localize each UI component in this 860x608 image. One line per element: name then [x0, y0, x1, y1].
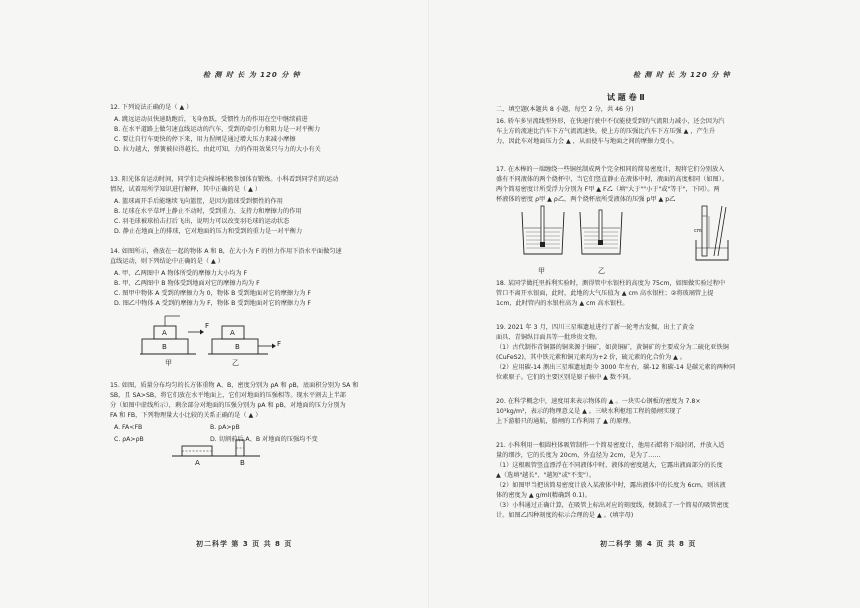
- q12-option-a: A. 跳远运动员快速助跑后，飞身鱼跃，受惯性力的作用在空中继续前进: [114, 116, 308, 123]
- label-a: A: [195, 459, 200, 467]
- q19-line-3: （1）古代制作青铜器的铜来源于铜矿，如黄铜矿，黄铜矿的主要成分为二硫化亚铁铜: [496, 344, 729, 351]
- q12-option-c: C. 要让自行车更快的停下来，用力捏闸是通过增大压力来减小摩擦: [114, 136, 296, 143]
- q13-option-d: D. 静止在地面上的排球，它对地面的压力和受到的重力是一对平衡力: [114, 228, 303, 235]
- label-yi: 乙: [232, 359, 239, 367]
- q14-option-c: C. 图甲中物体 A 受到的摩擦力为 0，物体 B 受到地面对它的摩擦力为 F: [114, 290, 311, 297]
- page-footer: 初二科学 第 4 页 共 8 页: [600, 540, 697, 548]
- q21-line-7: （3）小科通过正确计算，在吸管上标出对应的刻度线，便制成了一个简易的吸管密度: [496, 502, 729, 509]
- q19-line-4: (CuFeS2)，其中铁元素和铜元素均为+2 价，硫元素的化合价为 ▲ 。: [496, 354, 687, 361]
- q17-line-4: 杯液体的密度 ρ甲 ▲ ρ乙，两个烧杯底所受液体的压强 p甲 ▲ p乙: [496, 196, 676, 203]
- q14-figure: [140, 312, 290, 370]
- densimeter-yi: [599, 210, 602, 244]
- q18-line-3: 1cm，此时管内的水银柱高为 ▲ cm 高水银柱。: [496, 300, 629, 307]
- q15-option-c: C. ρA>ρB: [114, 436, 144, 443]
- q15-stem-4: FA 和 FB，下列物理量大小比较的关系正确的是（ ▲ ）: [110, 412, 262, 419]
- label-jia: 甲: [165, 359, 172, 367]
- q15-stem-3: 分（如图中虚线所示），剩余部分对地面的压强分别为 pA 和 pB，对地面的压力分别为: [110, 402, 346, 409]
- q13-option-c: C. 羽毛球被球拍击打后飞出，说明力可以改变羽毛球的运动状态: [114, 218, 290, 225]
- q12-option-b: B. 在水平道路上做匀速直线运动的汽车，受到的牵引力和阻力是一对平衡力: [114, 126, 321, 133]
- section-title: 试 题 卷 Ⅱ: [607, 93, 645, 102]
- q15-stem-1: 15. 如图，质量分布均匀的长方体重物 A、B，密度分别为 ρA 和 ρB，底面积分别为 SA 和: [110, 382, 359, 389]
- q14-option-b: B. 甲、乙两图中 B 物体受到地面对它的摩擦力均为 F: [114, 280, 260, 287]
- q17-line-3: 两个简易密度计所受浮力分别为 F甲 ▲ F乙（填"大于""小于"或"等于"，下同）。两: [496, 186, 720, 193]
- q14-stem-1: 14. 如图所示，叠放在一起的物体 A 和 B，在大小为 F 的恒力作用下沿水平面做匀速: [110, 248, 342, 255]
- q19-line-2: 面具、青铜纵目面具等一批珍贵文物。: [496, 334, 602, 341]
- label-beaker-yi: 乙: [598, 267, 605, 275]
- q17-beakers-figure: [518, 206, 658, 262]
- glass-tube-tilted: [714, 206, 722, 256]
- label-a-jia: A: [162, 329, 167, 337]
- q21-line-3: （1）这根吸管竖直漂浮在不同液体中时，液体的密度越大，它露出液面部分的长度: [496, 462, 723, 469]
- q13-option-a: A. 篮球离开手后能继续飞向篮筐，是因为篮球受到惯性的作用: [114, 198, 283, 205]
- q13-option-b: B. 足球在水平草坪上静止不动时，受到重力、支持力和摩擦力的作用: [114, 208, 302, 215]
- densimeter-jia: [541, 206, 544, 246]
- label-cm: cm: [694, 228, 702, 234]
- q14-option-d: D. 图乙中物体 A 受到的摩擦力为 F，物体 B 受到地面对它的摩擦力为 F: [114, 300, 311, 307]
- q12-option-d: D. 拉力越大，弹簧被拉得越长，由此可知，力的作用效果只与力的大小有关: [114, 146, 321, 153]
- q21-line-5: （2）如图甲当把该简易密度计放入某液体中时，露出液体中的长度为 6cm，则该液: [496, 482, 726, 489]
- q13-stem-1: 13. 阳光体育运动时间，同学们走向操场积极参加体育锻炼。小科看到同学们的运动: [110, 176, 339, 183]
- page-header: 检 测 时 长 为 120 分 钟: [633, 71, 731, 79]
- page-footer: 初二科学 第 3 页 共 8 页: [196, 540, 293, 548]
- section-intro: 二、填空题(本题共 8 小题，每空 2 分，共 46 分): [496, 106, 634, 113]
- label-f-jia: F: [205, 322, 210, 330]
- q17-line-1: 17. 在木棒的一端缠绕一些铜丝制成两个完全相同的简易密度计，现将它们分别放入: [496, 166, 725, 173]
- q14-option-a: A. 甲、乙两图中 A 物体所受的摩擦力大小均为 F: [114, 270, 248, 277]
- q18-torricelli-figure: [692, 204, 742, 266]
- q19-line-1: 19. 2021 年 3 月，四川三星堆遗址进行了新一轮考古发掘，出土了黄金: [496, 324, 695, 331]
- q21-line-6: 体的密度为 ▲ g/ml(精确到 0.1)。: [496, 492, 591, 499]
- q18-line-2: 管口不离开水银面，此时，此地的大气压值为 ▲ cm 高水银柱；②将玻璃管上提: [496, 290, 714, 297]
- q15-option-d: D. 切割前后 A、B 对地面的压强均不变: [210, 436, 318, 443]
- q18-line-1: 18. 某同学做托里拆利实验时，测得管中水银柱的高度为 75cm，如图做实验过程中: [496, 280, 726, 287]
- q15-option-b: B. pA>pB: [210, 424, 240, 431]
- q15-stem-2: SB，且 SA>SB，将它们放在水平地面上，它们对地面的压强相等。现水平割去上半部: [110, 392, 346, 399]
- q15-option-a: A. FA<FB: [114, 424, 143, 431]
- q21-line-1: 21. 小科利用一根圆柱体吸管制作一个简易密度计，他用石蜡将下端封闭，并放入适: [496, 442, 725, 449]
- q20-line-2: 10³kg/m³，表示的物理意义是 ▲ 。三峡水利枢纽工程的船闸实现了: [496, 408, 682, 415]
- q16-line-1: 16. 轿车多呈流线型外形，在快速行驶中不仅能使受到的气流阻力减小，还会因为汽: [496, 118, 725, 125]
- q20-line-3: 上下游船只的通航，船闸的工作利用了 ▲ 的原理。: [496, 418, 635, 425]
- q21-line-4: ▲（选填"越长"、"越短"或"不变"）。: [496, 472, 596, 479]
- q17-line-2: 盛有不同液体的两个烧杯中，当它们竖直静止在液体中时，液面的高度相同（如图）。: [496, 176, 729, 183]
- label-b-yi: B: [235, 343, 240, 351]
- q14-stem-2: 直线运动，则下列结论中正确的是（ ▲ ）: [110, 258, 224, 265]
- label-b: B: [240, 459, 245, 467]
- q21-line-8: 计。如图乙四种刻度的标示合理的是 ▲ 。(填字母): [496, 512, 634, 519]
- label-a-yi: A: [230, 329, 235, 337]
- q16-line-2: 车上方的流速比汽车下方气流流速快，使上方的压强比汽车下方压强 ▲ ，产生升: [496, 128, 716, 135]
- glass-tube-upright: [702, 206, 707, 256]
- q21-line-2: 量的细沙，它的长度为 20cm，外直径为 2cm，是为了……: [496, 452, 661, 459]
- label-beaker-jia: 甲: [538, 267, 545, 275]
- q20-line-1: 20. 在科学概念中，速度用来表示物体的 ▲ 。一块实心钢板的密度为 7.8×: [496, 398, 701, 405]
- q19-line-5: （2）应用碳-14 测出三星堆遗址距今 3000 年左右，碳-12 和碳-14 是碳元素的两种同: [496, 364, 736, 371]
- q15-figure: [170, 436, 270, 468]
- label-b-jia: B: [162, 343, 167, 351]
- q12-stem: 12. 下列说法正确的是（ ▲ ）: [110, 104, 193, 111]
- label-f-yi: F: [277, 340, 282, 348]
- q13-stem-2: 情况，试着用所学知识进行解释，其中正确的是（ ▲ ）: [110, 186, 262, 193]
- q16-line-3: 力，因此车对地面压力会 ▲ ，从而使车与地面之间的摩擦力变小。: [496, 138, 678, 145]
- q19-line-6: 位素原子。它们的主要区别是原子核中 ▲ 数不同。: [496, 374, 635, 381]
- page-header: 检 测 时 长 为 120 分 钟: [203, 71, 301, 79]
- exam-page-4: [430, 0, 860, 608]
